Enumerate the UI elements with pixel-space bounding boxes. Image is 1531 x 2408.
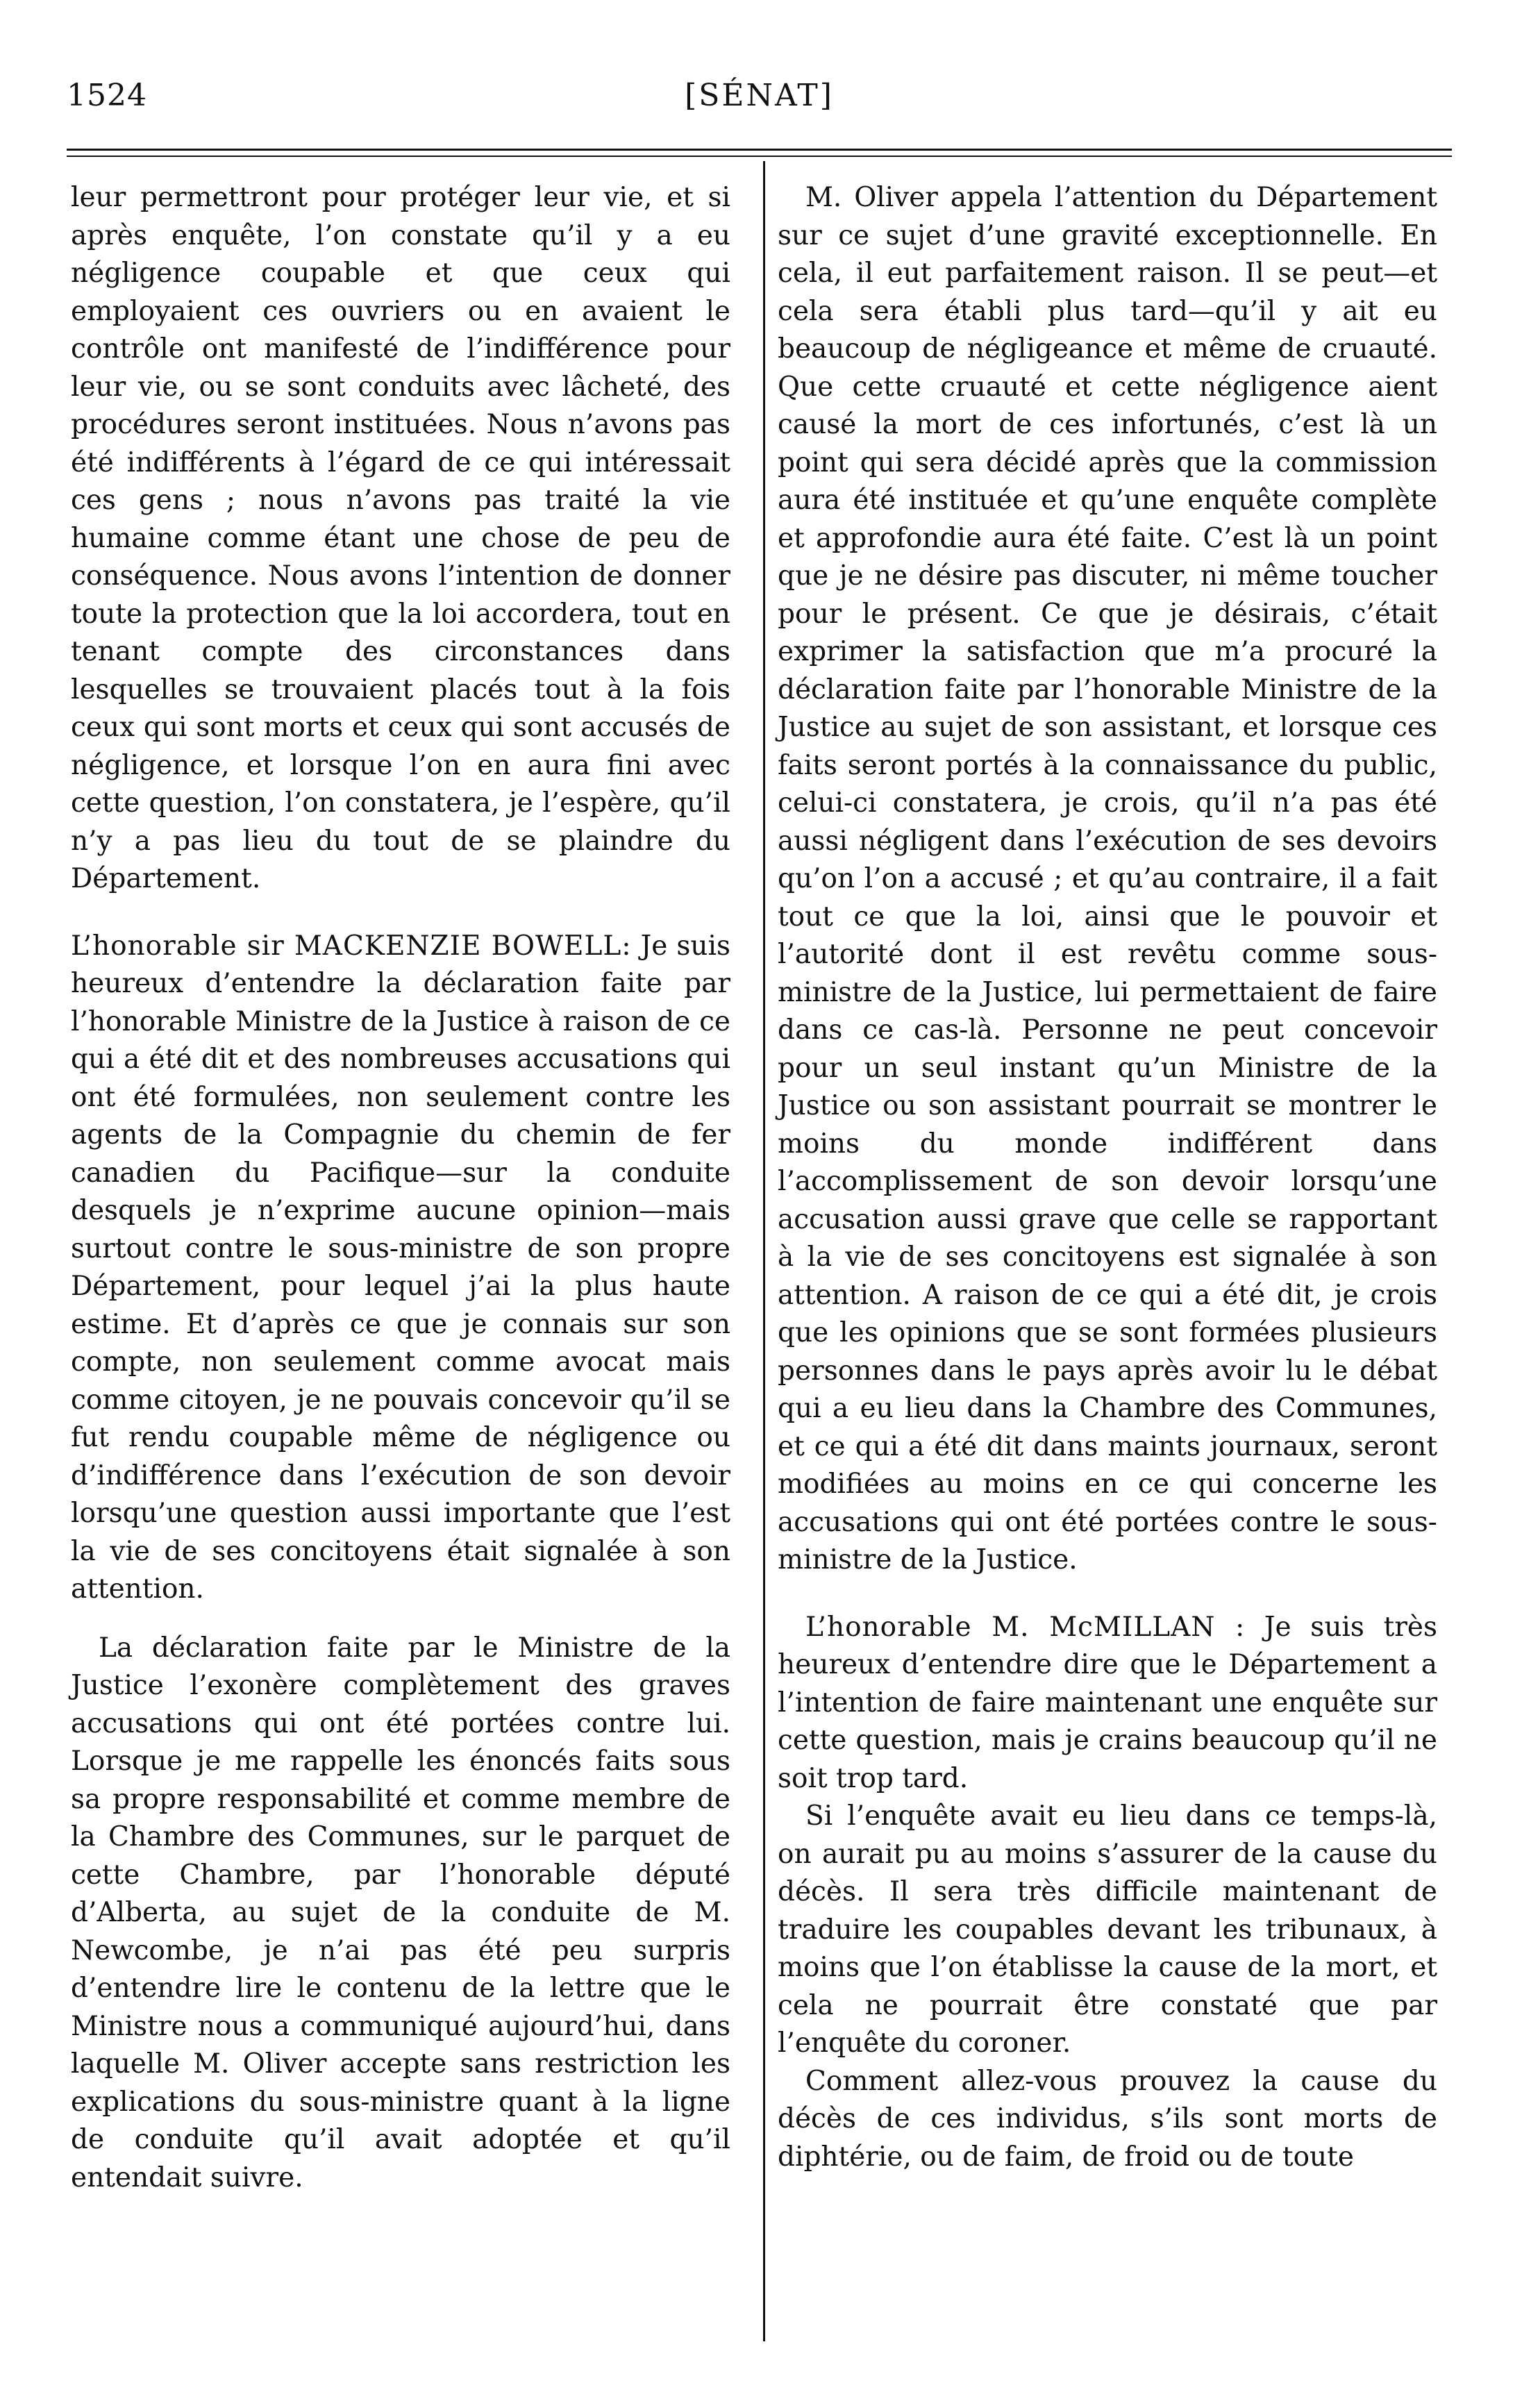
header-rule-top <box>67 149 1452 151</box>
right-paragraph-4: Comment allez-vous prouvez la cause du décès de ces individus, s’ils sont morts de diphtérie, ou de faim, de froid ou de toute <box>778 2065 1437 2173</box>
page-header <box>67 64 1452 126</box>
running-head: [SÉNAT] <box>685 78 834 113</box>
left-paragraph-1: leur permettront pour protéger leur vie, et si après enquête, l’on constate qu’il y a eu négligence coupable et que ceux qui employaient ces ouvriers ou en avaient le contrôle ont manifesté de l’indifférence pour leur vie, ou se sont conduits avec lâcheté, des procédures seront instituées. Nous n’avons pas été indifférents à l’égard de ce qui intéressait ces gens ; nous n’avons pas traité la vie humaine comme étant une chose de peu de conséquence. Nous avons l’intention de donner toute la protection que la loi accordera, tout en tenant compte des circonstances dans lesquelles se trouvaient placés tout à la fois ceux qui sont morts et ceux qui sont accusés de négligence, et lorsque l’on en aura fini avec cette question, l’on constatera, je l’espère, qu’il n’y a pas lieu du tout de se plaindre du Département. <box>71 182 730 894</box>
right-column <box>778 179 1437 2176</box>
page-number: 1524 <box>67 78 147 113</box>
right-paragraph-1: M. Oliver appela l’attention du Département sur ce sujet d’une gravité exceptionnelle. En cela, il eut parfaitement raison. Il se peut—et cela sera établi plus tard—qu’il y ait eu beaucoup de négligeance et même de cruauté. Que cette cruauté et cette négligence aient causé la mort de ces infortunés, c’est là un point qui sera décidé après que la commission aura été instituée et qu’une enquête complète et approfondie aura été faite. C’est là un point que je ne désire pas discuter, ni même toucher pour le présent. Ce que je désirais, c’était exprimer la satisfaction que m’a procuré la déclaration faite par l’honorable Ministre de la Justice au sujet de son assistant, et lorsque ces faits seront portés à la connaissance du public, celui-ci constatera, je crois, qu’il n’a pas été aussi négligent dans l’exécution de ses devoirs qu’on l’on a accusé ; et qu’au contraire, il a fait tout ce que la loi, ainsi que le pouvoir et l’autorité dont il est revêtu comme sous-ministre de la Justice, lui permettaient de faire dans ce cas-là. Personne ne peut concevoir pour un seul instant qu’un Ministre de la Justice ou son assistant pourrait se montrer le moins du monde indifférent dans l’accomplissement de son devoir lorsqu’une accusation aussi grave que celle se rapportant à la vie de ses concitoyens est signalée à son attention. A raison de ce qui a été dit, je crois que les opinions que se sont formées plusieurs personnes dans le pays après avoir lu le débat qui a eu lieu dans la Chambre des Communes, et ce qui a été dit dans maints journaux, seront modifiées au moins en ce qui concerne les accusations qui ont été portées contre le sous-ministre de la Justice. <box>778 182 1437 1575</box>
bowell-speech: Je suis heureux d’entendre la déclaration faite par l’honorable Ministre de la Justice à raison de ce qui a été dit et des nombreuses accusations qui ont été formulées, non seulement contre les agents de la Compagnie du chemin de fer canadien du Pacifique—sur la conduite desquels je n’exprime aucune opinion—mais surtout contre le sous-ministre de son propre Département, pour lequel j’ai la plus haute estime. Et d’après ce que je connais sur son compte, non seulement comme avocat mais comme citoyen, je ne pouvais concevoir qu’il se fut rendu coupable même de négligence ou d’indifférence dans l’exécution de son devoir lorsqu’une question aussi importante que l’est la vie de ses concitoyens était signalée à son attention. <box>71 930 730 1605</box>
mcmillan-speech: Je suis très heureux d’entendre dire que le Département a l’intention de faire maintenant une enquête sur cette question, mais je crains beaucoup qu’il ne soit trop tard. <box>778 1611 1438 1794</box>
speaker-mcmillan: L’honorable M. McMILLAN : <box>805 1611 1246 1643</box>
left-paragraph-2 <box>71 928 730 1609</box>
left-column <box>71 179 730 2197</box>
left-paragraph-3: La déclaration faite par le Ministre de la Justice l’exonère complètement des graves accusations qui ont été portées contre lui. Lorsque je me rappelle les énoncés faits sous sa propre responsabilité et comme membre de la Chambre des Communes, sur le parquet de cette Chambre, par l’honorable député d’Alberta, au sujet de la conduite de M. Newcombe, je n’ai pas été peu surpris d’entendre lire le contenu de la lettre que le Ministre nous a communiqué aujourd’hui, dans laquelle M. Oliver accepte sans restriction les explications du sous-ministre quant à la ligne de conduite qu’il avait adoptée et qu’il entendait suivre. <box>71 1632 730 2193</box>
column-divider <box>763 161 765 2341</box>
speaker-bowell: L’honorable sir MACKENZIE BOWELL: <box>71 930 632 962</box>
header-rule-bottom <box>67 156 1452 157</box>
right-paragraph-2 <box>778 1609 1437 1798</box>
right-paragraph-3: Si l’enquête avait eu lieu dans ce temps-là, on aurait pu au moins s’assurer de la cause du décès. Il sera très difficile maintenant de traduire les coupables devant les tribunaux, à moins que l’on établisse la cause de la mort, et cela ne pourrait être constaté que par l’enquête du coroner. <box>778 1800 1437 2059</box>
